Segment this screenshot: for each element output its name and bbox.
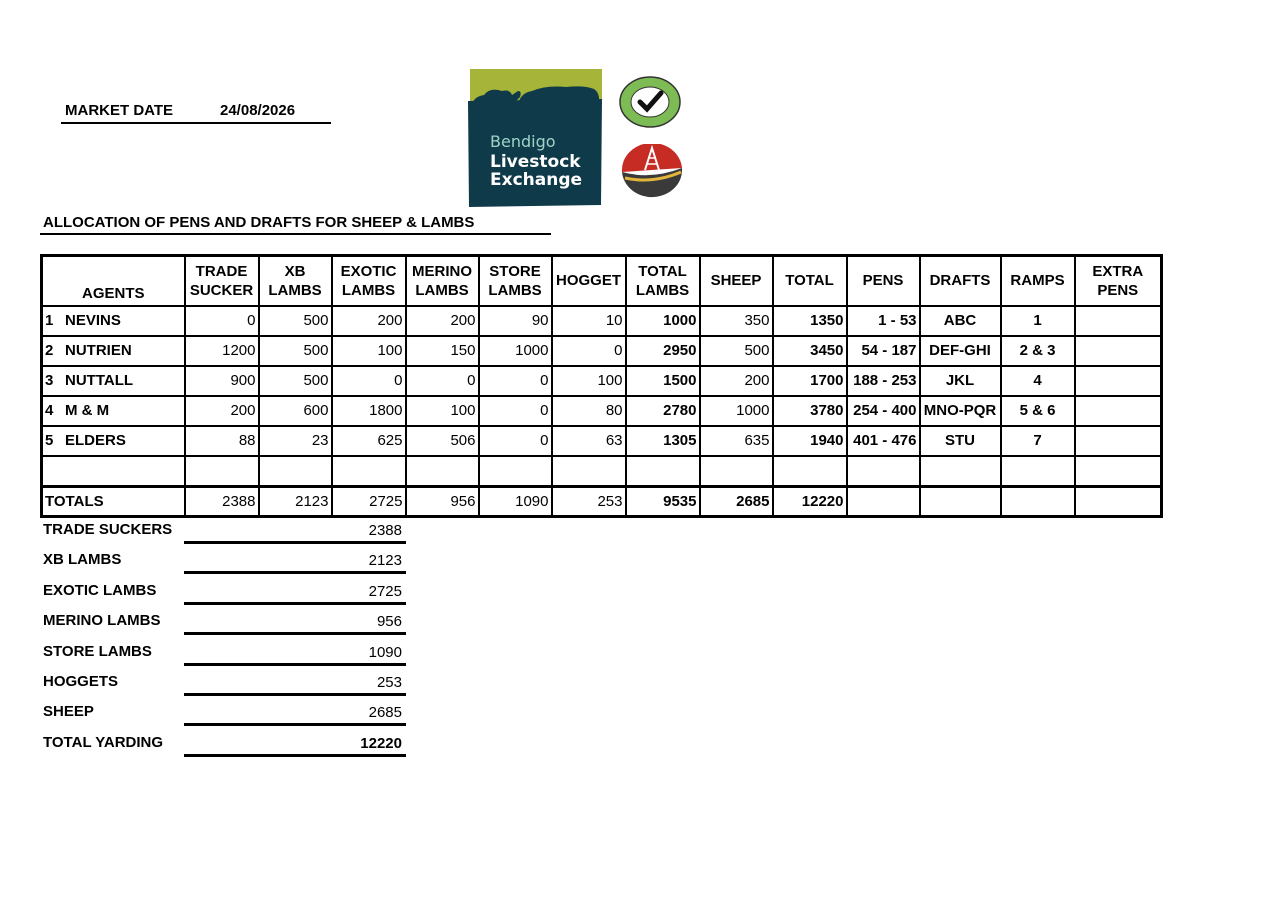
summary-value: 2123 (368, 552, 402, 570)
trade-sucker-cell: 1200 (185, 336, 259, 366)
summary-row (40, 607, 406, 637)
saleyard-badge-icon (621, 144, 683, 199)
summary-label: SHEEP (43, 703, 94, 721)
summary-row (40, 516, 406, 546)
underline (184, 632, 406, 635)
merino-lambs-cell: 150 (406, 336, 479, 366)
section-title: ALLOCATION OF PENS AND DRAFTS FOR SHEEP & LAMBS (40, 214, 551, 235)
store-lambs-cell: 90 (479, 306, 552, 336)
agent-name: NUTTALL (65, 372, 134, 389)
extra-pens-cell (1075, 366, 1162, 396)
hogget-cell: 63 (552, 426, 626, 456)
hogget-cell: 0 (552, 336, 626, 366)
sheep-cell: 200 (700, 366, 773, 396)
summary-value: 2725 (368, 582, 402, 600)
blank-cell (773, 456, 847, 487)
summary-value: 2388 (368, 522, 402, 539)
pens-cell: 188 - 253 (847, 366, 920, 396)
total-cell: 1350 (773, 306, 847, 336)
underline (184, 663, 406, 666)
market-date-value: 24/08/2026 (220, 102, 296, 119)
logo-line3: Exchange (490, 170, 583, 190)
exotic-lambs-cell: 1800 (332, 396, 406, 426)
table-row (42, 426, 1162, 456)
market-date-label: MARKET DATE (65, 102, 174, 119)
blank-cell (1001, 487, 1075, 517)
trade-sucker-cell: 900 (185, 366, 259, 396)
market-date-block (61, 100, 331, 124)
exotic-lambs-cell: 0 (332, 366, 406, 396)
summary-value: 2685 (368, 704, 402, 722)
totals-xb-lambs: 2123 (259, 487, 332, 517)
agent-index: 4 (45, 402, 54, 419)
underline (184, 602, 406, 605)
column-header: TRADE SUCKER (185, 256, 259, 306)
drafts-cell: ABC (920, 306, 1001, 336)
xb-lambs-cell: 23 (259, 426, 332, 456)
pens-cell: 401 - 476 (847, 426, 920, 456)
totals-trade-sucker: 2388 (185, 487, 259, 517)
summary-row-total (40, 729, 406, 759)
total-lambs-cell: 2950 (626, 336, 700, 366)
summary-row (40, 668, 406, 698)
totals-total: 12220 (773, 487, 847, 517)
extra-pens-cell (1075, 426, 1162, 456)
table-row (42, 396, 1162, 426)
table-row (42, 336, 1162, 366)
totals-label: TOTALS (42, 487, 185, 517)
summary-row (40, 577, 406, 607)
summary-value: 253 (376, 673, 402, 691)
trade-sucker-cell: 200 (185, 396, 259, 426)
extra-pens-cell (1075, 336, 1162, 366)
exotic-lambs-cell: 100 (332, 336, 406, 366)
summary-value: 1090 (368, 643, 402, 661)
underline (184, 571, 406, 574)
pens-cell: 1 - 53 (847, 306, 920, 336)
total-cell: 1700 (773, 366, 847, 396)
merino-lambs-cell: 506 (406, 426, 479, 456)
merino-lambs-cell: 100 (406, 396, 479, 426)
agent-cell (42, 396, 185, 426)
blank-cell (1001, 456, 1075, 487)
table-row (42, 366, 1162, 396)
trade-sucker-cell: 0 (185, 306, 259, 336)
agent-cell (42, 306, 185, 336)
drafts-cell: DEF-GHI (920, 336, 1001, 366)
summary-label: TOTAL YARDING (43, 733, 164, 751)
summary-label: EXOTIC LAMBS (43, 581, 157, 599)
logo-line2: Livestock (490, 152, 581, 172)
totals-hogget: 253 (552, 487, 626, 517)
column-header: TOTAL LAMBS (626, 256, 700, 306)
pens-cell: 254 - 400 (847, 396, 920, 426)
agent-name: NEVINS (65, 312, 121, 329)
blank-cell (185, 456, 259, 487)
column-header: EXOTIC LAMBS (332, 256, 406, 306)
hogget-cell: 80 (552, 396, 626, 426)
column-header: PENS (847, 256, 920, 306)
extra-pens-cell (1075, 306, 1162, 336)
blank-cell (920, 456, 1001, 487)
blank-cell (332, 456, 406, 487)
agent-name: NUTRIEN (65, 342, 132, 359)
column-header: XB LAMBS (259, 256, 332, 306)
total-cell: 1940 (773, 426, 847, 456)
agent-name: M & M (65, 402, 110, 419)
total-lambs-cell: 1500 (626, 366, 700, 396)
sheep-cell: 500 (700, 336, 773, 366)
column-header: SHEEP (700, 256, 773, 306)
blank-cell (847, 456, 920, 487)
exotic-lambs-cell: 625 (332, 426, 406, 456)
merino-lambs-cell: 200 (406, 306, 479, 336)
agent-index: 2 (45, 342, 54, 359)
store-lambs-cell: 0 (479, 426, 552, 456)
blank-cell (920, 487, 1001, 517)
total-cell: 3450 (773, 336, 847, 366)
nsqa-program-badge-icon (619, 76, 681, 128)
blank-cell (847, 487, 920, 517)
blank-cell (42, 456, 185, 487)
table-header-row (42, 256, 1162, 306)
blank-cell (552, 456, 626, 487)
sheep-cell: 350 (700, 306, 773, 336)
ramps-cell: 5 & 6 (1001, 396, 1075, 426)
column-header: AGENTS (42, 256, 185, 306)
agent-name: ELDERS (65, 432, 126, 449)
drafts-cell: JKL (920, 366, 1001, 396)
total-lambs-cell: 2780 (626, 396, 700, 426)
blank-cell (700, 456, 773, 487)
totals-store-lambs: 1090 (479, 487, 552, 517)
column-header: DRAFTS (920, 256, 1001, 306)
underline (184, 754, 406, 757)
totals-sheep: 2685 (700, 487, 773, 517)
ramps-cell: 4 (1001, 366, 1075, 396)
store-lambs-cell: 0 (479, 366, 552, 396)
agent-index: 3 (45, 372, 54, 389)
summary-row (40, 546, 406, 576)
blank-cell (1075, 456, 1162, 487)
underline (184, 541, 406, 544)
drafts-cell: STU (920, 426, 1001, 456)
summary-row (40, 698, 406, 728)
blank-cell (1075, 487, 1162, 517)
total-cell: 3780 (773, 396, 847, 426)
column-header: HOGGET (552, 256, 626, 306)
total-lambs-cell: 1305 (626, 426, 700, 456)
blank-cell (479, 456, 552, 487)
blank-cell (406, 456, 479, 487)
hogget-cell: 100 (552, 366, 626, 396)
totals-row (42, 487, 1162, 517)
column-header: STORE LAMBS (479, 256, 552, 306)
summary-value: 12220 (360, 734, 402, 752)
blank-row (42, 456, 1162, 487)
sheep-cell: 1000 (700, 396, 773, 426)
ramps-cell: 1 (1001, 306, 1075, 336)
totals-total-lambs: 9535 (626, 487, 700, 517)
summary-value: 956 (376, 613, 402, 631)
sheep-cell: 635 (700, 426, 773, 456)
ramps-cell: 2 & 3 (1001, 336, 1075, 366)
column-header: EXTRA PENS (1075, 256, 1162, 306)
summary-label: XB LAMBS (43, 551, 122, 569)
totals-merino-lambs: 956 (406, 487, 479, 517)
pens-cell: 54 - 187 (847, 336, 920, 366)
underline (184, 723, 406, 726)
total-lambs-cell: 1000 (626, 306, 700, 336)
allocation-table (40, 254, 1163, 518)
logo-line1: Bendigo (490, 132, 556, 151)
agent-index: 5 (45, 432, 54, 449)
merino-lambs-cell: 0 (406, 366, 479, 396)
summary-label: TRADE SUCKERS (43, 521, 173, 538)
xb-lambs-cell: 500 (259, 306, 332, 336)
summary-list (40, 516, 406, 759)
summary-label: HOGGETS (43, 672, 119, 690)
ramps-cell: 7 (1001, 426, 1075, 456)
agent-cell (42, 336, 185, 366)
extra-pens-cell (1075, 396, 1162, 426)
summary-label: STORE LAMBS (43, 642, 152, 660)
agent-cell (42, 366, 185, 396)
underline (184, 693, 406, 696)
hogget-cell: 10 (552, 306, 626, 336)
table-row (42, 306, 1162, 336)
agent-cell (42, 426, 185, 456)
xb-lambs-cell: 600 (259, 396, 332, 426)
exotic-lambs-cell: 200 (332, 306, 406, 336)
blank-cell (259, 456, 332, 487)
summary-row (40, 638, 406, 668)
totals-exotic-lambs: 2725 (332, 487, 406, 517)
column-header: TOTAL (773, 256, 847, 306)
column-header: MERINO LAMBS (406, 256, 479, 306)
blank-cell (626, 456, 700, 487)
xb-lambs-cell: 500 (259, 366, 332, 396)
drafts-cell: MNO-PQR (920, 396, 1001, 426)
column-header: RAMPS (1001, 256, 1075, 306)
agent-index: 1 (45, 312, 54, 329)
store-lambs-cell: 1000 (479, 336, 552, 366)
xb-lambs-cell: 500 (259, 336, 332, 366)
store-lambs-cell: 0 (479, 396, 552, 426)
summary-label: MERINO LAMBS (43, 612, 161, 630)
bendigo-livestock-exchange-logo (466, 69, 603, 207)
trade-sucker-cell: 88 (185, 426, 259, 456)
